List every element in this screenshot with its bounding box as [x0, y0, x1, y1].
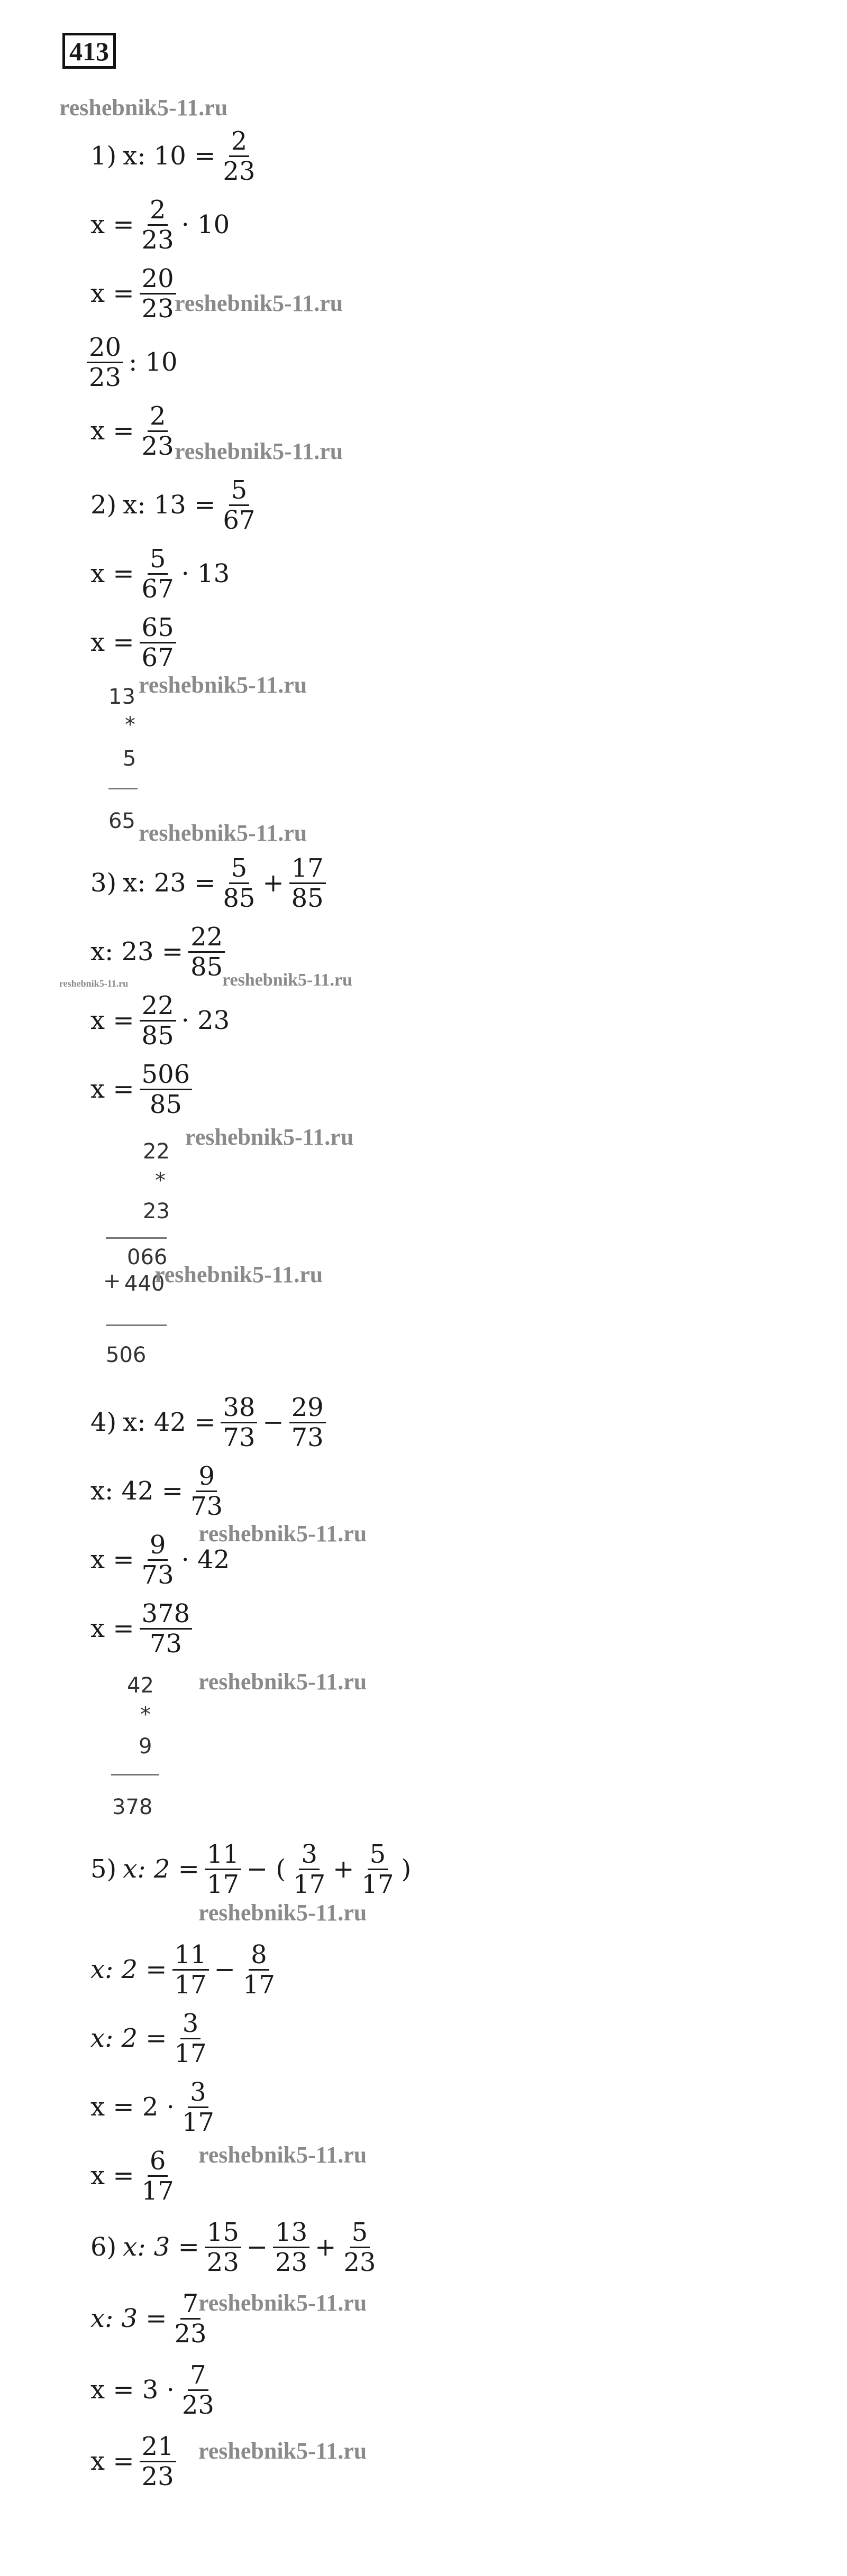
- calc-operand: 23: [143, 1199, 170, 1223]
- numerator: 9: [196, 1462, 217, 1492]
- equation-text: x =: [90, 416, 134, 446]
- numerator: 22: [140, 991, 176, 1022]
- equation-text: x =: [90, 2446, 134, 2476]
- fraction: [140, 264, 176, 323]
- fraction: [291, 1840, 327, 1899]
- numerator: 378: [140, 1599, 193, 1630]
- denominator: 85: [141, 1020, 174, 1051]
- denominator: 67: [141, 574, 174, 604]
- numerator: 15: [205, 2218, 241, 2248]
- denominator: 73: [149, 1629, 182, 1659]
- numerator: 29: [289, 1393, 326, 1423]
- denominator: 85: [190, 952, 223, 982]
- denominator: 23: [141, 2461, 174, 2491]
- denominator: 17: [293, 1869, 326, 1899]
- equation-text: −: [246, 2232, 268, 2262]
- equation-line: [87, 920, 227, 983]
- watermark: reshebnik5-11.ru: [198, 2438, 367, 2464]
- denominator: 73: [190, 1491, 223, 1521]
- fraction: [221, 854, 257, 913]
- fraction: [140, 402, 176, 461]
- fraction: [205, 2218, 241, 2277]
- part-label: 1): [90, 141, 117, 171]
- numerator: 3: [180, 2009, 201, 2039]
- fraction: [221, 476, 257, 535]
- calc-operator: *: [155, 1169, 166, 1193]
- denominator: 17: [174, 1970, 207, 2000]
- equation-line: [87, 611, 178, 674]
- equation-text: x: 3 =: [90, 2304, 167, 2333]
- equation-text: +: [333, 1854, 354, 1884]
- numerator: 5: [229, 854, 250, 884]
- equation-text: x =: [90, 1614, 134, 1643]
- equation-text: −: [262, 1407, 284, 1437]
- denominator: 23: [343, 2247, 376, 2277]
- denominator: 17: [242, 1970, 275, 2000]
- calc-divider: [106, 1324, 167, 1326]
- denominator: 17: [206, 1869, 239, 1899]
- denominator: 23: [141, 293, 174, 324]
- equation-text: x =: [90, 559, 134, 588]
- equation-line: [87, 2075, 218, 2139]
- watermark: reshebnik5-11.ru: [175, 438, 343, 464]
- denominator: 23: [174, 2319, 207, 2349]
- denominator: 85: [291, 883, 324, 913]
- fraction: [180, 2078, 216, 2137]
- equation-line: [87, 542, 233, 605]
- part-label: 3): [90, 868, 117, 898]
- fraction: [140, 1060, 193, 1119]
- fraction: [289, 1393, 326, 1452]
- equation-text: · 23: [181, 1006, 230, 1035]
- denominator: 23: [141, 225, 174, 255]
- numerator: 20: [87, 333, 123, 363]
- calc-divider: [111, 1774, 159, 1775]
- calc-operand: 5: [123, 747, 136, 771]
- fraction: [273, 2218, 309, 2277]
- equation-text: +: [315, 2232, 336, 2262]
- calc-divider: [106, 1237, 167, 1239]
- denominator: 85: [223, 883, 256, 913]
- fraction: [87, 333, 123, 392]
- fraction: [341, 2218, 378, 2277]
- equation-line: [87, 1597, 194, 1660]
- denominator: 67: [141, 642, 174, 673]
- part-label: 4): [90, 1407, 117, 1437]
- calc-partial: 066: [127, 1245, 168, 1269]
- numerator: 3: [299, 1840, 320, 1870]
- watermark: reshebnik5-11.ru: [59, 95, 228, 121]
- equation-line: [87, 1459, 227, 1523]
- equation-text: x: 42 =: [123, 1407, 216, 1437]
- watermark: reshebnik5-11.ru: [175, 290, 343, 316]
- watermark: reshebnik5-11.ru: [139, 672, 307, 698]
- numerator: 38: [221, 1393, 257, 1423]
- fraction: [172, 1940, 209, 1999]
- numerator: 5: [368, 1840, 388, 1870]
- equation-text: − (: [246, 1854, 286, 1884]
- calc-operator: +: [103, 1269, 121, 1293]
- fraction: [140, 545, 176, 603]
- fraction: [289, 854, 326, 913]
- equation-text: x: 2 =: [90, 1955, 167, 1984]
- fraction: [140, 2147, 176, 2205]
- equation-text: x: 10 =: [123, 141, 216, 171]
- equation-text: x =: [90, 1545, 134, 1575]
- fraction: [221, 127, 257, 186]
- equation-line: [87, 2007, 211, 2070]
- fraction: [172, 2009, 209, 2068]
- equation-line: [87, 124, 259, 188]
- denominator: 23: [89, 362, 122, 392]
- numerator: 11: [172, 1940, 209, 1971]
- equation-text: x: 2 =: [123, 1854, 199, 1884]
- equation-line: [87, 473, 259, 537]
- equation-line: [87, 2144, 178, 2207]
- equation-text: x =: [90, 210, 134, 240]
- equation-line: [87, 2358, 218, 2422]
- equation-text: x: 13 =: [123, 490, 216, 520]
- equation-text: · 13: [181, 559, 230, 588]
- equation-line: [87, 193, 233, 256]
- equation-text: ): [401, 1854, 412, 1884]
- equation-line: [87, 1837, 414, 1901]
- denominator: 23: [206, 2247, 239, 2277]
- calc-operator: *: [140, 1703, 151, 1727]
- watermark: reshebnik5-11.ru: [139, 820, 307, 846]
- fraction: [359, 1840, 396, 1899]
- denominator: 23: [141, 431, 174, 461]
- numerator: 506: [140, 1060, 193, 1090]
- part-label: 6): [90, 2232, 117, 2262]
- equation-line: [87, 2430, 178, 2493]
- equation-text: +: [262, 868, 284, 898]
- fraction: [188, 923, 225, 981]
- fraction: [221, 1393, 257, 1452]
- numerator: 7: [180, 2289, 201, 2320]
- equation-line: [87, 851, 328, 915]
- denominator: 85: [149, 1089, 182, 1119]
- equation-text: x: 23 =: [90, 937, 184, 967]
- fraction: [140, 1531, 176, 1589]
- calc-result: 378: [112, 1795, 153, 1819]
- equation-line: [85, 330, 181, 394]
- denominator: 17: [181, 2107, 214, 2137]
- numerator: 20: [140, 264, 176, 295]
- numerator: 5: [350, 2218, 370, 2248]
- calc-operand: 13: [108, 685, 135, 709]
- equation-text: : 10: [129, 347, 178, 377]
- watermark: reshebnik5-11.ru: [185, 1124, 354, 1150]
- equation-text: · 42: [181, 1545, 230, 1575]
- equation-text: x =: [90, 628, 134, 657]
- numerator: 2: [148, 402, 168, 432]
- task-number: 413: [62, 33, 116, 69]
- numerator: 2: [229, 127, 250, 157]
- watermark: reshebnik5-11.ru: [154, 1262, 323, 1287]
- denominator: 23: [275, 2247, 308, 2277]
- denominator: 73: [291, 1422, 324, 1452]
- numerator: 6: [148, 2147, 168, 2177]
- calc-result: 65: [108, 809, 135, 833]
- numerator: 2: [148, 196, 168, 226]
- part-label: 5): [90, 1854, 117, 1884]
- numerator: 3: [188, 2078, 208, 2108]
- numerator: 65: [140, 613, 176, 643]
- denominator: 23: [223, 156, 256, 186]
- fraction: [241, 1940, 277, 1999]
- numerator: 8: [249, 1940, 269, 1971]
- fraction: [140, 2432, 176, 2491]
- calc-partial: 440: [124, 1272, 165, 1296]
- calc-operator: *: [125, 713, 135, 737]
- equation-text: x =: [90, 1074, 134, 1104]
- denominator: 67: [223, 505, 256, 535]
- fraction: [140, 1599, 193, 1658]
- fraction: [188, 1462, 225, 1521]
- equation-text: x: 2 =: [90, 2023, 167, 2053]
- fraction: [140, 991, 176, 1050]
- calc-operand: 42: [127, 1673, 154, 1698]
- equation-text: x: 23 =: [123, 868, 216, 898]
- watermark: reshebnik5-11.ru: [198, 2142, 367, 2168]
- numerator: 21: [140, 2432, 176, 2462]
- numerator: 11: [205, 1840, 241, 1870]
- denominator: 17: [141, 2176, 174, 2206]
- equation-line: [87, 399, 178, 463]
- calc-result: 506: [106, 1343, 147, 1367]
- equation-line: [87, 2215, 380, 2279]
- fraction: [205, 1840, 241, 1899]
- equation-line: [87, 1938, 279, 2001]
- watermark: reshebnik5-11.ru: [198, 1900, 367, 1926]
- equation-text: −: [214, 1955, 235, 1984]
- watermark: reshebnik5-11.ru: [198, 1669, 367, 1695]
- part-label: 2): [90, 490, 117, 520]
- equation-line: [87, 1057, 194, 1121]
- equation-text: x = 2 ·: [90, 2092, 175, 2122]
- denominator: 17: [174, 2038, 207, 2068]
- equation-line: [87, 1391, 328, 1454]
- calc-operand: 22: [143, 1139, 170, 1164]
- calc-divider: [108, 788, 138, 789]
- denominator: 73: [141, 1560, 174, 1590]
- equation-text: x: 42 =: [90, 1476, 184, 1506]
- fraction: [180, 2361, 216, 2419]
- calc-operand: 9: [139, 1734, 152, 1759]
- denominator: 17: [361, 1869, 394, 1899]
- equation-text: x = 3 ·: [90, 2375, 175, 2405]
- numerator: 5: [148, 545, 168, 575]
- numerator: 13: [273, 2218, 309, 2248]
- equation-text: x =: [90, 1006, 134, 1035]
- watermark: reshebnik5-11.ru: [198, 1521, 367, 1547]
- watermark: reshebnik5-11.ru: [222, 970, 352, 990]
- equation-line: [87, 2287, 211, 2350]
- denominator: 23: [181, 2390, 214, 2420]
- numerator: 7: [188, 2361, 208, 2391]
- equation-line: [87, 262, 178, 325]
- numerator: 17: [289, 854, 326, 884]
- equation-text: x: 3 =: [123, 2232, 199, 2262]
- numerator: 9: [148, 1531, 168, 1561]
- equation-text: x =: [90, 279, 134, 308]
- fraction: [140, 196, 176, 254]
- equation-text: x =: [90, 2161, 134, 2191]
- numerator: 22: [188, 923, 225, 953]
- fraction: [140, 613, 176, 672]
- watermark: reshebnik5-11.ru: [198, 2290, 367, 2316]
- numerator: 5: [229, 476, 250, 506]
- equation-line: [87, 989, 233, 1052]
- equation-text: · 10: [181, 210, 230, 240]
- watermark: reshebnik5-11.ru: [59, 978, 129, 989]
- denominator: 73: [223, 1422, 256, 1452]
